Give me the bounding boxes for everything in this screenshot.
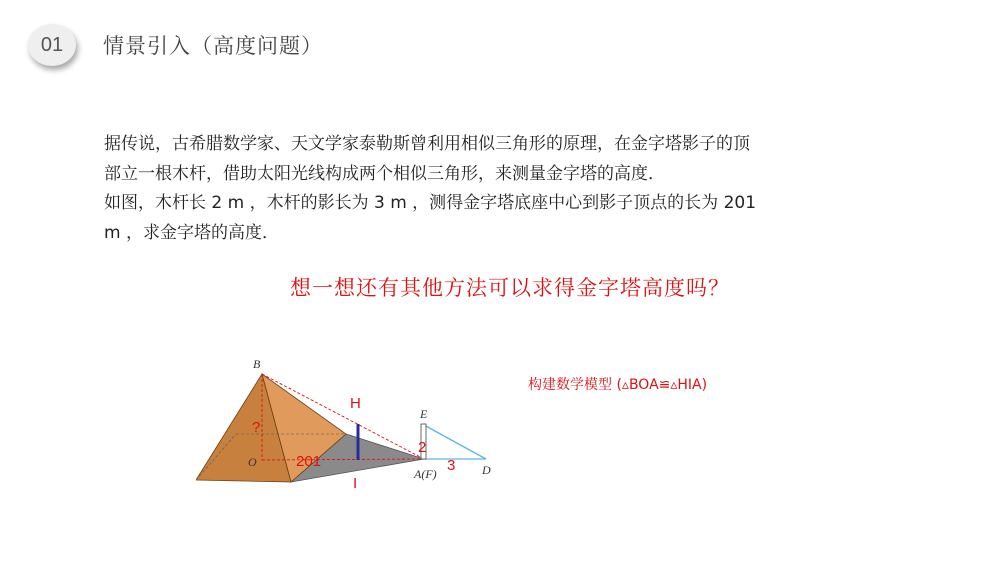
pyramid-diagram — [196, 352, 516, 492]
label-unknown-height: ? — [252, 419, 261, 436]
problem-line-1: 据传说，古希腊数学家、天文学家泰勒斯曾利用相似三角形的原理，在金字塔影子的顶 — [104, 134, 750, 154]
label-A-F: A(F) — [414, 467, 437, 481]
section-number-badge — [28, 24, 76, 66]
problem-line-3: 如图，木杆长 2 m ，木杆的影长为 3 m ，测得金字塔底座中心到影子顶点的长为 201 — [104, 193, 757, 213]
label-O: O — [248, 455, 257, 469]
page-title: 情景引入（高度问题） — [103, 34, 323, 58]
problem-text — [104, 130, 904, 248]
label-B: B — [253, 357, 261, 371]
problem-line-2: 部立一根木杆，借助太阳光线构成两个相似三角形，来测量金字塔的高度． — [104, 163, 665, 184]
section-number: 01 — [40, 33, 64, 56]
model-note: 构建数学模型 (▵BOA≌▵HIA) — [528, 377, 708, 393]
label-shadow-length: 3 — [447, 457, 456, 474]
label-pole-length: 2 — [418, 439, 427, 456]
label-E: E — [420, 407, 428, 421]
question-prompt: 想一想还有其他方法可以求得金字塔高度吗？ — [290, 276, 730, 300]
problem-line-4: m ，求金字塔的高度． — [104, 222, 279, 243]
label-H: H — [350, 395, 361, 412]
label-I: I — [353, 475, 358, 492]
label-D: D — [482, 463, 491, 477]
label-distance: 201 — [296, 453, 322, 470]
sun-triangle — [424, 425, 486, 459]
